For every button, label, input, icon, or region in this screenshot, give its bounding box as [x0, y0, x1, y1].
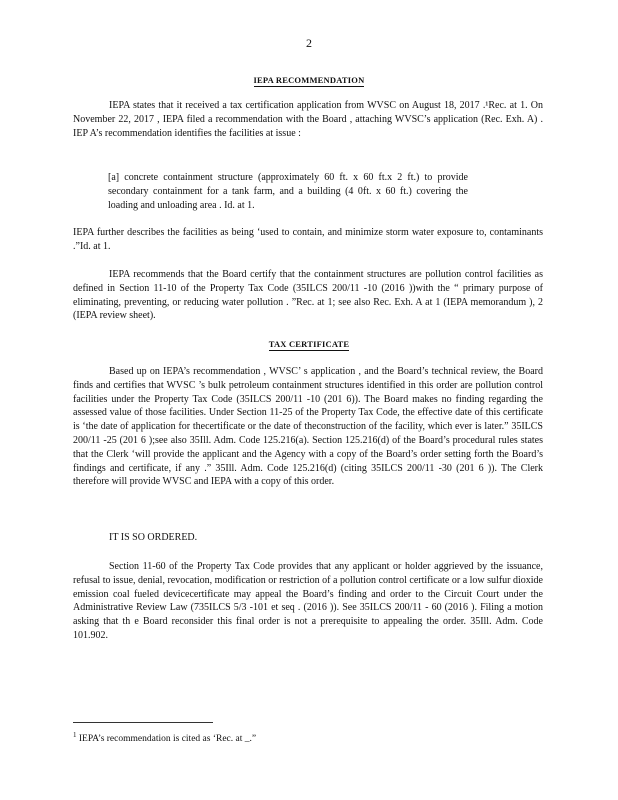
paragraph-appeal-rights: Section 11-60 of the Property Tax Code provides that any applicant or holder aggrieved by the issuance, refusal to issue, denial, revocation, modification or restriction of a pollution control certificate or a low sulfur dioxide emission coal fueled devicecertificate may appeal the Board’s finding and order to the Circuit Court under the Administrative Review Law (735ILCS 5/3 -101 et seq . (2016 )). See 35ILCS 200/11 - 60 (2016 ). Filing a motion asking that th e Board reconsider this final order is not a prerequisite to appealing the order. 35Ill. Adm. Code 101.902.: [73, 561, 543, 641]
footnote: [73, 731, 256, 744]
ordered-statement: IT IS SO ORDERED.: [109, 532, 198, 543]
section-heading-iepa-recommendation: IEPA RECOMMENDATION: [253, 75, 365, 85]
page-number: 2: [306, 36, 312, 50]
footnote-text: IEPA’s recommendation is cited as ‘Rec. at _.”: [76, 734, 257, 745]
paragraph-based-upon: Based up on IEPA’s recommendation , WVSC’ s application , and the Board’s technical review, the Board finds and certifies that WVSC ’s bulk petroleum containment structures identified in this order are pollution control facilities under the Property Tax Code (35ILCS 200/11 -10 (201 6)). The Board makes no finding regarding the assessed value of those facilities. Under Section 11-25 of the Property Tax Code, the effective date of this certificate is ‘the date of application for thecertificate or the date of theconstruction of the facility, which ever is later.” 35ILCS 200/11 -25 (201 6 );see also 35Ill. Adm. Code 125.216(a). Section 125.216(d) of the Board’s procedural rules states that the Clerk ‘will provide the applicant and the Agency with a copy of the Board’s order setting forth the Board’s findings and certificate, if any .” 35Ill. Adm. Code 125.216(d) (citing 35ILCS 200/11 -30 (201 6 )). The Clerk therefore will provide WVSC and IEPA with a copy of this order.: [73, 366, 543, 488]
footnote-divider: [73, 722, 213, 723]
footnote-marker: 1: [73, 731, 77, 739]
block-quote-facilities: [a] concrete containment structure (approximately 60 ft. x 60 ft.x 2 ft.) to provide secondary containment for a tank farm, and a building (4 0ft. x 60 ft.) covering the loading and unloading area . Id. at 1.: [108, 172, 468, 211]
paragraph-iepa-states: IEPA states that it received a tax certification application from WVSC on August 18, 2017 .¹Rec. at 1. On November 22, 2017 , IEPA filed a recommendation with the Board , attaching WVSC’s application (Rec. Exh. A) . IEP A’s recommendation identifies the facilities at issue :: [73, 100, 543, 139]
paragraph-iepa-further: IEPA further describes the facilities as being ‘used to contain, and minimize storm water exposure to, contaminants .”Id. at 1.: [73, 227, 543, 252]
paragraph-iepa-recommends: IEPA recommends that the Board certify that the containment structures are pollution control facilities as defined in Section 11-10 of the Property Tax Code (35ILCS 200/11 -10 (2016 ))with the “ primary purpose of eliminating, preventing, or reducing water pollution . ”Rec. at 1; see also Rec. Exh. A at 1 (IEPA memorandum ), 2 (IEPA review sheet).: [73, 269, 543, 322]
section-heading-tax-certificate: TAX CERTIFICATE: [268, 339, 350, 349]
